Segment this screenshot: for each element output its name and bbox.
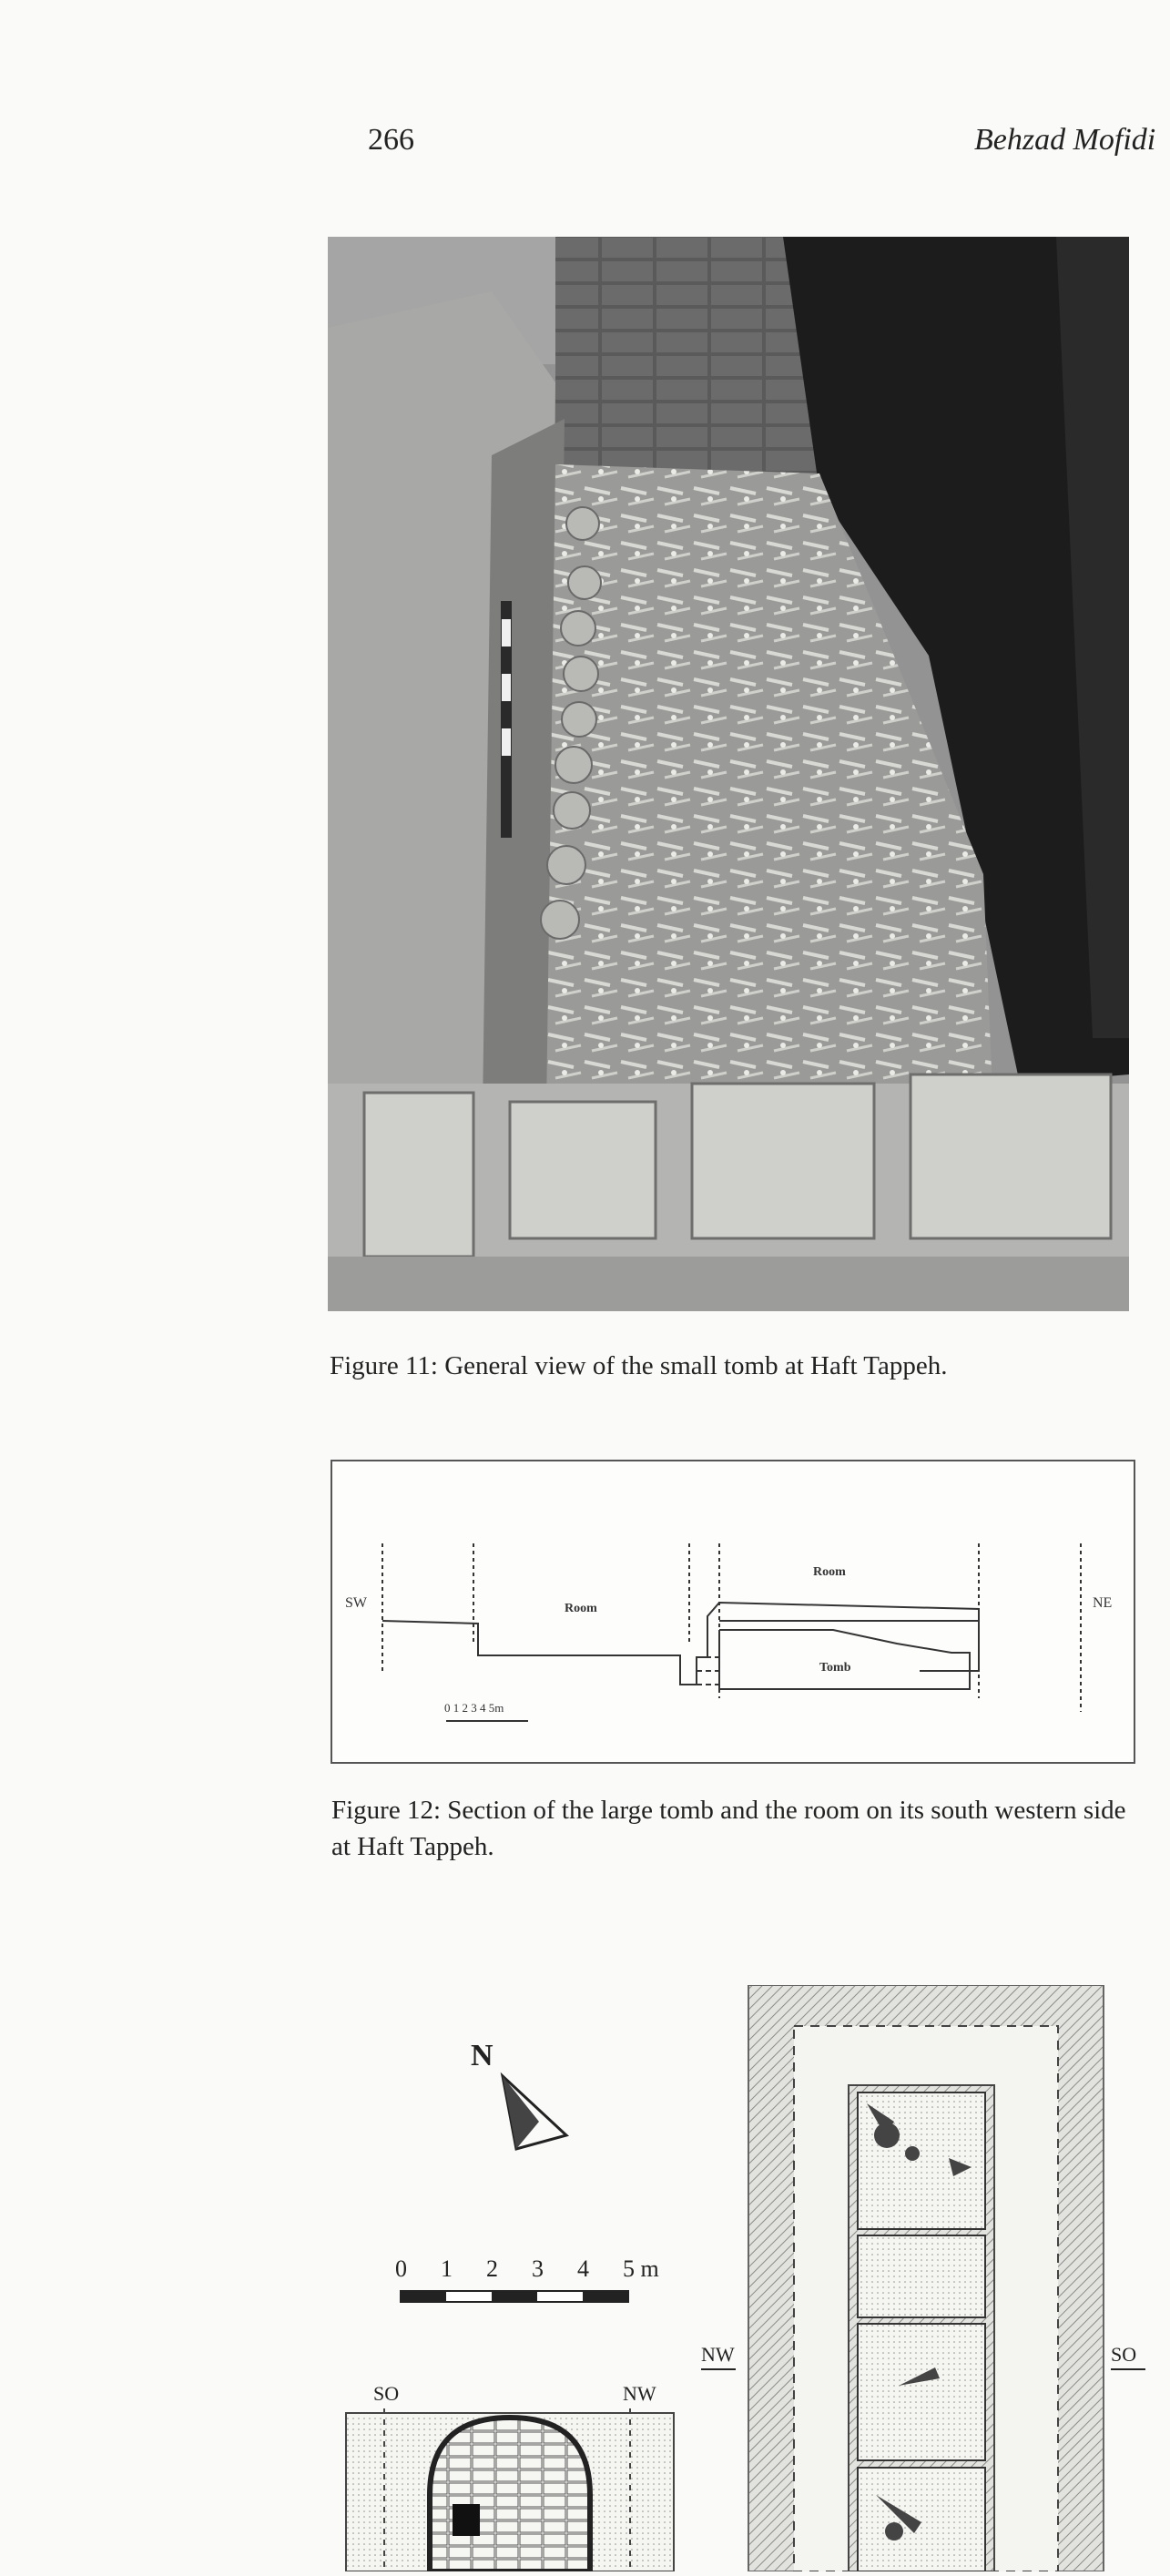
section-drawing xyxy=(331,1460,1135,1764)
svg-text:1: 1 xyxy=(441,2255,453,2282)
tomb-plan-drawing xyxy=(330,1985,1170,2571)
running-head: Behzad Mofidi xyxy=(974,123,1156,157)
section-ne-label: NE xyxy=(1093,1595,1113,1611)
svg-text:0: 0 xyxy=(395,2255,407,2282)
north-arrow-icon xyxy=(503,2076,566,2149)
scale-bar xyxy=(395,2255,659,2302)
svg-text:2: 2 xyxy=(486,2255,498,2282)
page-number: 266 xyxy=(368,123,414,157)
north-label: N xyxy=(471,2039,493,2072)
section-room-left-label: Room xyxy=(565,1602,597,1615)
figure11-caption: Figure 11: General view of the small tomb at Haft Tappeh. xyxy=(330,1351,948,1380)
section-sw-label: SW xyxy=(345,1595,367,1611)
tomb-photograph xyxy=(328,237,1129,1311)
tomb-plan xyxy=(748,1985,1104,2571)
plan-nw-right-label: NW xyxy=(701,2343,735,2366)
tomb-plan-svg xyxy=(330,1985,1170,2571)
svg-text:4: 4 xyxy=(577,2255,589,2282)
section-tomb-label: Tomb xyxy=(819,1661,851,1675)
section-scale-label: 0 1 2 3 4 5m xyxy=(444,1701,504,1715)
tomb-photo-illustration xyxy=(328,237,1129,1311)
svg-text:5 m: 5 m xyxy=(623,2255,659,2282)
section-drawing-svg xyxy=(332,1461,1134,1762)
section-so-left-label: SO xyxy=(373,2382,400,2405)
figure12-caption: Figure 12: Section of the large tomb and the room on its south western side at Haft Tappeh. xyxy=(331,1796,1126,1861)
vaulted-section xyxy=(346,2408,674,2571)
section-room-right-label: Room xyxy=(813,1565,846,1579)
section-nw-left-label: NW xyxy=(623,2382,656,2405)
svg-text:3: 3 xyxy=(532,2255,544,2282)
plan-so-right-label: SO xyxy=(1111,2343,1137,2366)
